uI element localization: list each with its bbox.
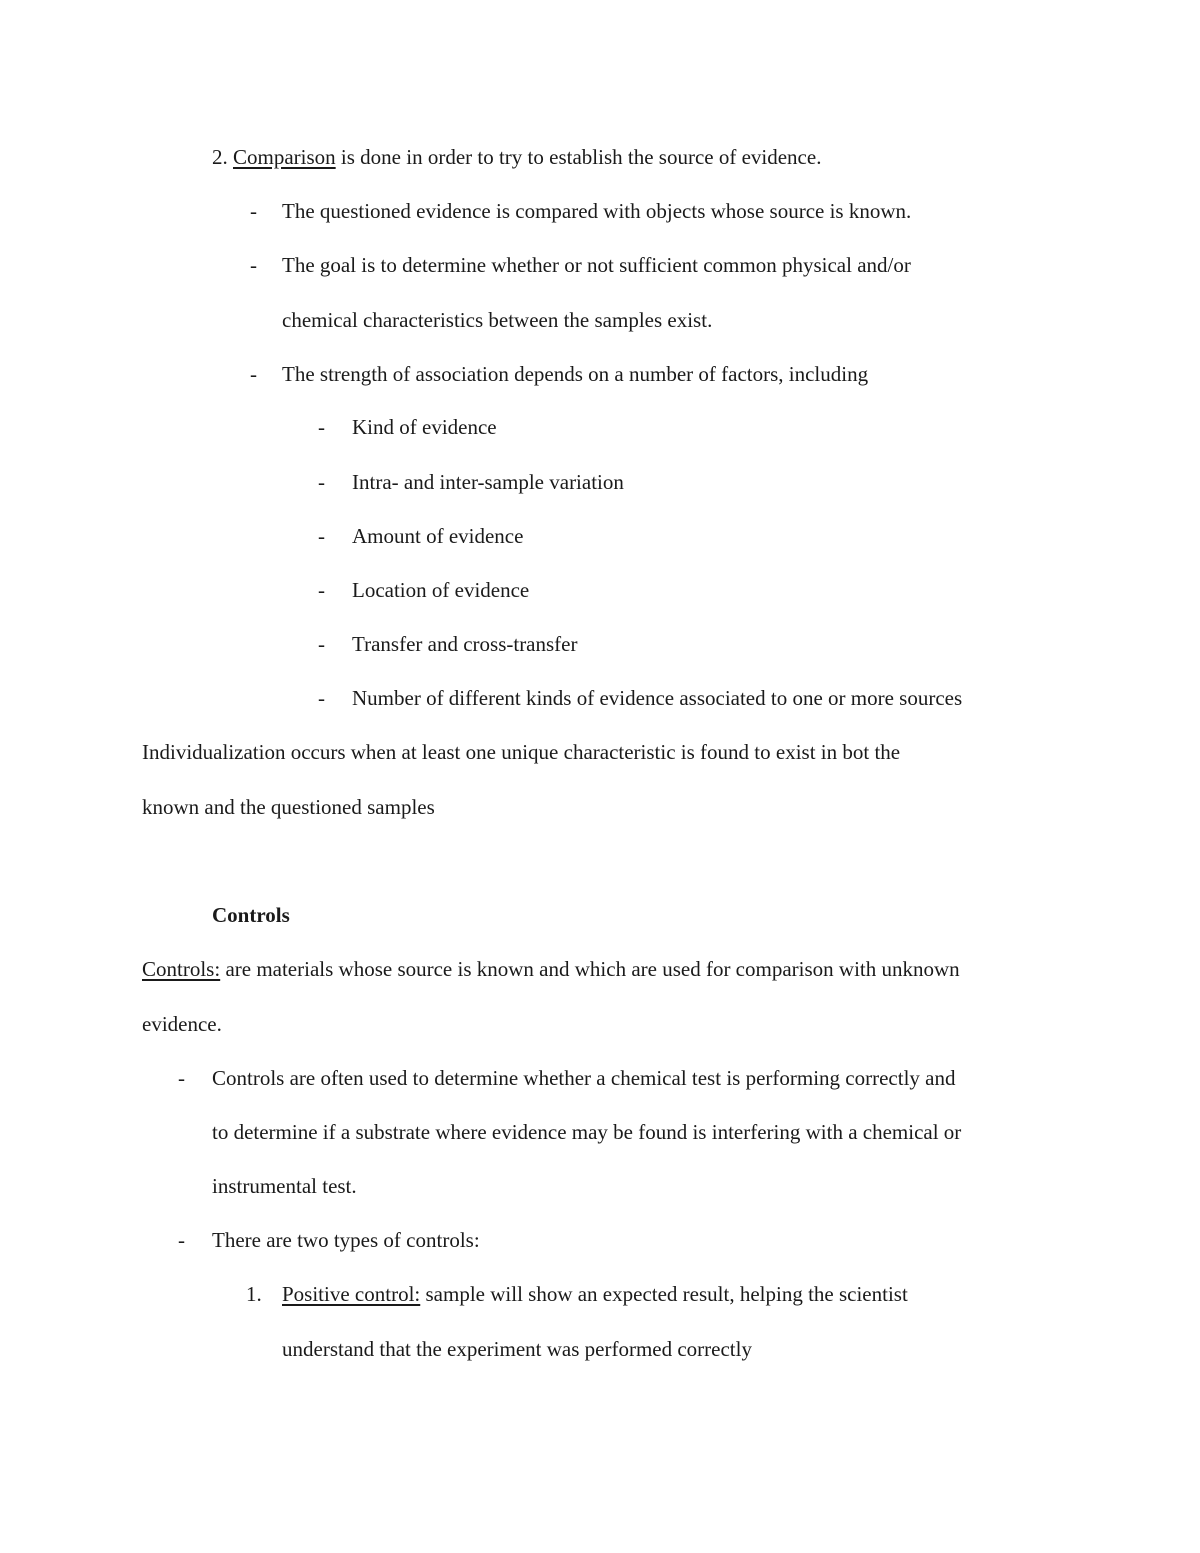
controls-type-number: 1. (246, 1282, 262, 1306)
controls-definition-text: are materials whose source is known and which are used for comparison with unknown (220, 957, 960, 981)
positive-control-item (282, 1281, 908, 1307)
comparison-intro (212, 144, 821, 170)
controls-bullet-1-cont: to determine if a substrate where evidence may be found is interfering with a chemical or (212, 1120, 962, 1144)
bullet-dash: - (318, 470, 325, 494)
individualization-text: Individualization occurs when at least one unique characteristic is found to exist in bot the (142, 740, 901, 764)
comparison-bullet-3: The strength of association depends on a number of factors, including (282, 362, 869, 386)
controls-bullet-2: There are two types of controls: (212, 1228, 480, 1252)
factor-item: Kind of evidence (352, 415, 497, 439)
bullet-dash: - (250, 253, 257, 277)
list-number: 2. (212, 145, 228, 169)
bullet-dash: - (250, 362, 257, 386)
positive-control-text: sample will show an expected result, helping the scientist (420, 1282, 908, 1306)
controls-bullet-1-cont: instrumental test. (212, 1174, 357, 1198)
bullet-dash: - (318, 415, 325, 439)
bullet-dash: - (318, 524, 325, 548)
bullet-dash: - (178, 1228, 185, 1252)
controls-definition-cont: evidence. (142, 1012, 222, 1036)
controls-term: Controls: (142, 957, 221, 981)
individualization-text-cont: known and the questioned samples (142, 795, 435, 819)
comparison-term: Comparison (233, 145, 336, 169)
factor-item: Amount of evidence (352, 524, 524, 548)
factor-item: Transfer and cross-transfer (352, 632, 578, 656)
section-heading-controls: Controls (212, 903, 290, 927)
bullet-dash: - (250, 199, 257, 223)
comparison-intro-text: is done in order to try to establish the source of evidence. (335, 145, 822, 169)
controls-definition (142, 956, 960, 982)
comparison-bullet-2-cont: chemical characteristics between the samples exist. (282, 308, 713, 332)
bullet-dash: - (178, 1066, 185, 1090)
factor-item: Location of evidence (352, 578, 530, 602)
factor-item: Intra- and inter-sample variation (352, 470, 624, 494)
bullet-dash: - (318, 632, 325, 656)
bullet-dash: - (318, 578, 325, 602)
controls-bullet-1: Controls are often used to determine whether a chemical test is performing correctly and (212, 1066, 956, 1090)
comparison-bullet-1: The questioned evidence is compared with objects whose source is known. (282, 199, 912, 223)
factor-item: Number of different kinds of evidence associated to one or more sources (352, 686, 963, 710)
positive-control-text-cont: understand that the experiment was performed correctly (282, 1337, 752, 1361)
bullet-dash: - (318, 686, 325, 710)
comparison-bullet-2: The goal is to determine whether or not sufficient common physical and/or (282, 253, 911, 277)
positive-control-term: Positive control: (282, 1282, 421, 1306)
